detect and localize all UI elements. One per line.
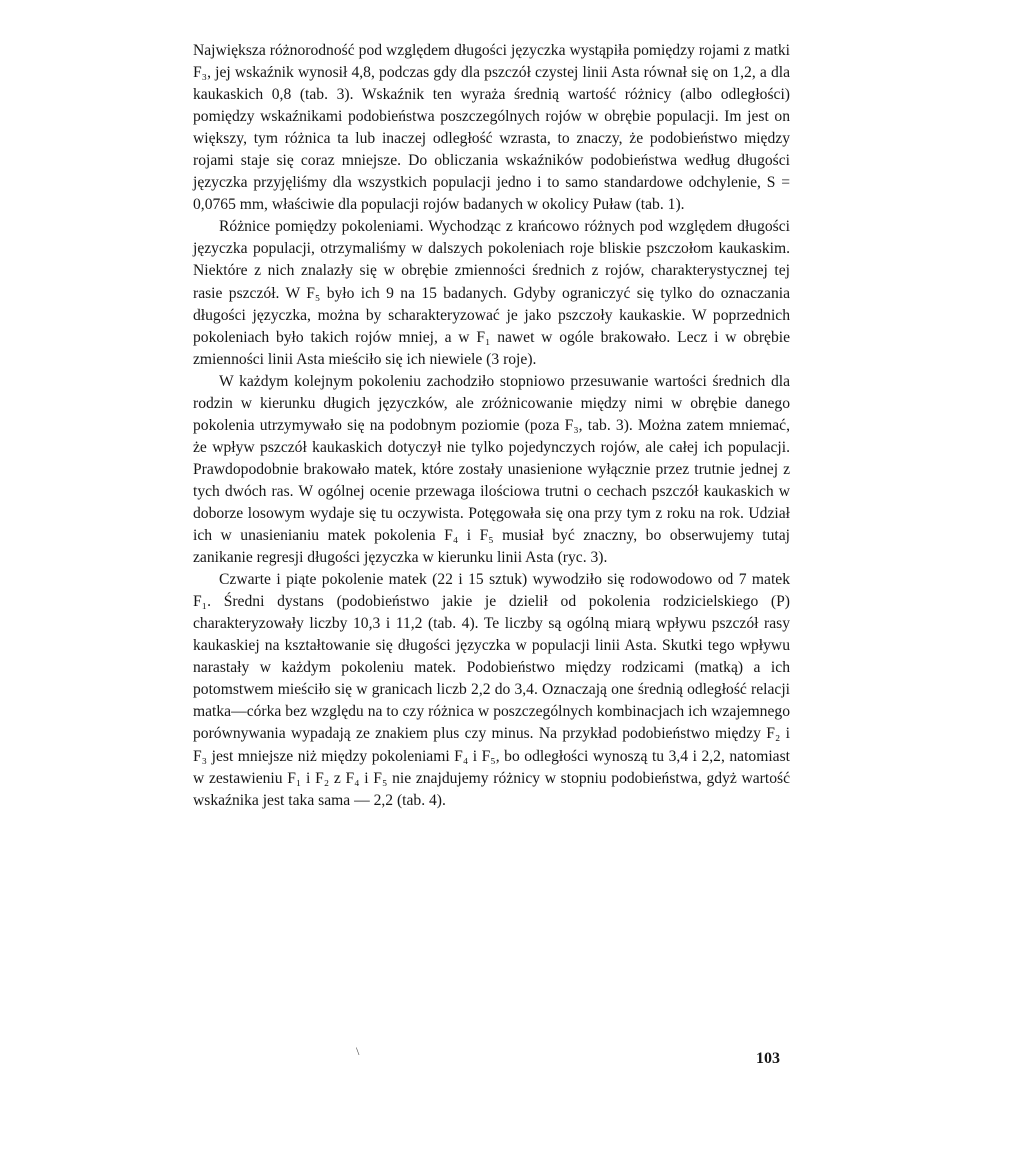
paragraph-2: Różnice pomiędzy pokoleniami. Wychodząc z krańcowo różnych pod względem długości języczka populacji, otrzymaliśmy w dalszych pokoleniach roje bliskie pszczołom kaukaskim. Niektóre z nich znalazły się w obrębie zmienności średnich z rojów, charakterystycznej tej rasie pszczół. W F₅ było ich 9 na 15 badanych. Gdyby ograniczyć się tylko do oznaczania długości języczka, można by scharakteryzować je jako pszczoły kaukaskie. W poprzednich pokoleniach było takich rojów mniej, a w F₁ nawet w ogóle brakowało. Lecz i w obrębie zmienności linii Asta mieściło się ich niewiele (3 roje).	[193, 218, 790, 368]
paragraph-4: Czwarte i piąte pokolenie matek (22 i 15 sztuk) wywodziło się rodowodowo od 7 matek F₁. Średni dystans (podobieństwo jakie je dzielił od pokolenia rodzicielskiego (P) charakteryzowały liczby 10,3 i 11,2 (tab. 4). Te liczby są ogólną miarą wpływu pszczół rasy kaukaskiej na kształtowanie się długości języczka w populacji linii Asta. Skutki tego wpływu narastały w każdym pokoleniu matek. Podobieństwo między rodzicami (matką) a ich potomstwem mieściło się w granicach liczb 2,2 do 3,4. Oznaczają one średnią odległość relacji matka—córka bez względu na to czy różnica w poszczególnych kombinacjach ich wzajemnego porównywania wypadają ze znakiem plus czy minus. Na przykład podobieństwo między F₂ i F₃ jest mniejsze niż między pokoleniami F₄ i F₅, bo odległości wynoszą tu 3,4 i 2,2, natomiast w zestawieniu F₁ i F₂ z F₄ i F₅ nie znajdujemy różnicy w stopniu podobieństwa, gdyż wartość wskaźnika jest taka sama — 2,2 (tab. 4).	[193, 571, 790, 809]
body-text	[193, 40, 790, 812]
paragraph-1: Największa różnorodność pod względem długości języczka wystąpiła pomiędzy rojami z matki F₃, jej wskaźnik wynosił 4,8, podczas gdy dla pszczół czystej linii Asta równał się on 1,2, a dla kaukaskich 0,8 (tab. 3). Wskaźnik ten wyraża średnią wartość różnicy (albo odległości) pomiędzy wskaźnikami podobieństwa poszczególnych rojów w obrębie populacji. Im jest on większy, tym różnica ta lub inaczej odległość wzrasta, to znaczy, że podobieństwo między rojami staje się coraz mniejsze. Do obliczania wskaźników podobieństwa według długości języczka przyjęliśmy dla wszystkich populacji jedno i to samo standardowe odchylenie, S = 0,0765 mm, właściwie dla populacji rojów badanych w okolicy Puław (tab. 1).	[193, 42, 790, 214]
stray-mark: \	[356, 1044, 360, 1058]
paragraph-3: W każdym kolejnym pokoleniu zachodziło stopniowo przesuwanie wartości średnich dla rodzin w kierunku długich języczków, ale zróżnicowanie między nimi w obrębie danego pokolenia utrzymywało się na podobnym poziomie (poza F₃, tab. 3). Można zatem mniemać, że wpływ pszczół kaukaskich dotyczył nie tylko pojedynczych rojów, ale całej ich populacji. Prawdopodobnie brakowało matek, które zostały unasienione wyłącznie przez trutnie jednej z tych dwóch ras. W ogólnej ocenie przewaga ilościowa trutni o cechach pszczół kaukaskich w doborze losowym wydaje się tu oczywista. Potęgowała się ona przy tym z roku na rok. Udział ich w unasienianiu matek pokolenia F₄ i F₅ musiał być znaczny, bo obserwujemy tutaj zanikanie regresji długości języczka w kierunku linii Asta (ryc. 3).	[193, 372, 790, 567]
page-number: 103	[756, 1050, 780, 1067]
